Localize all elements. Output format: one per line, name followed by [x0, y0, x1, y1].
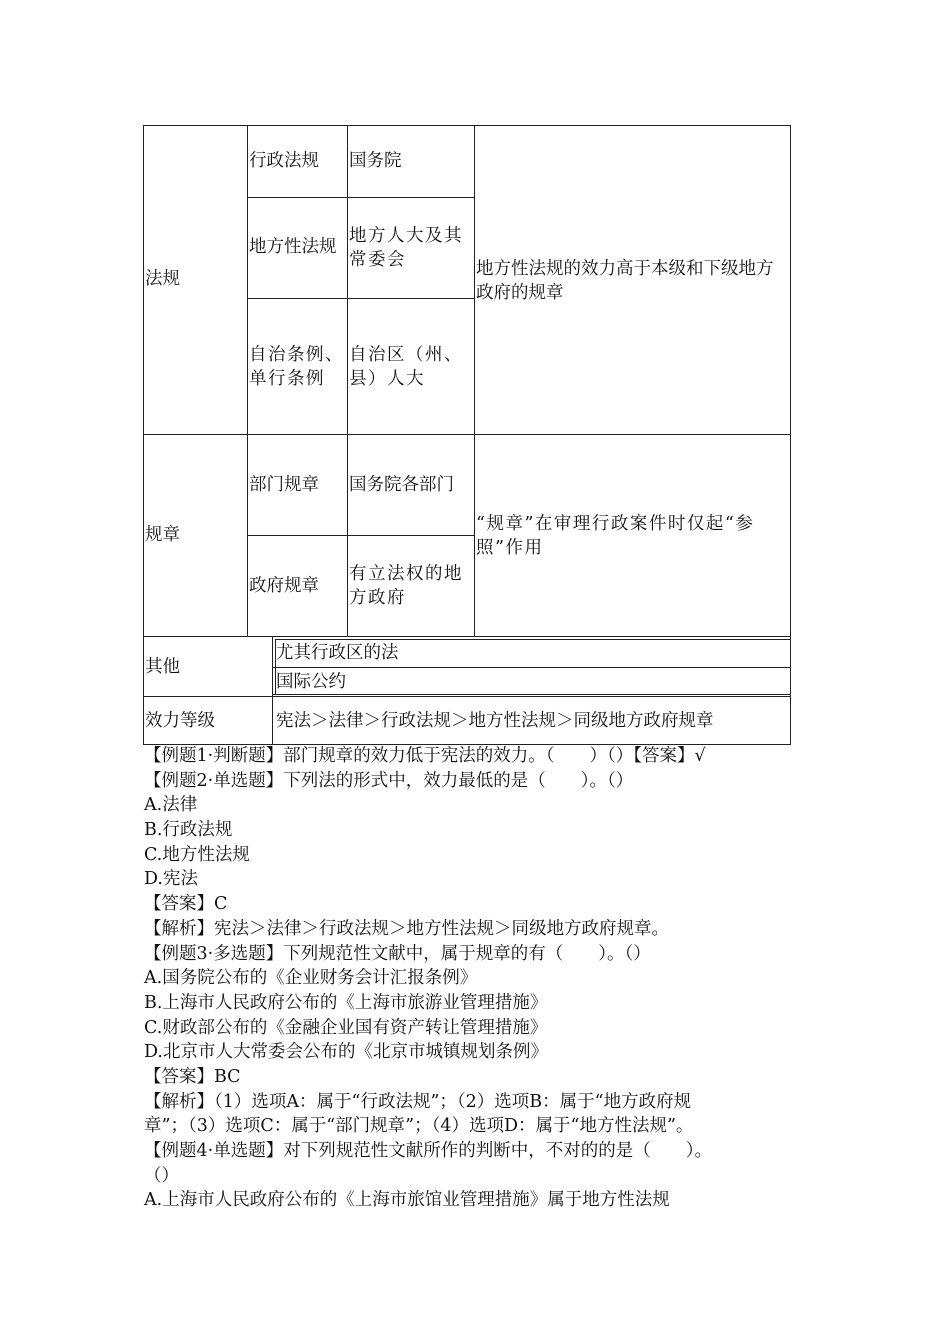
fagui-type-1: 行政法规: [249, 151, 319, 171]
fagui-type-2: 地方性法规: [249, 237, 337, 257]
text-line: D.北京市人大常委会公布的《北京市城镇规划条例》: [144, 1042, 548, 1063]
text-line: C.财政部公布的《金融企业国有资产转让管理措施》: [144, 1017, 548, 1038]
fagui-label: 法规: [145, 269, 180, 289]
text-line: 【答案】BC: [144, 1066, 241, 1087]
guizhang-label: 规章: [145, 525, 180, 545]
text-line: 【解析】宪法＞法律＞行政法规＞地方性法规＞同级地方政府规章。: [144, 918, 669, 939]
qita-label: 其他: [145, 657, 180, 677]
text-line: A.国务院公布的《企业财务会计汇报条例》: [144, 968, 478, 989]
guizhang-type-1: 部门规章: [249, 475, 319, 495]
text-line: A.法律: [144, 795, 198, 816]
fagui-organ-3: 自治区（州、县）人大: [349, 345, 463, 389]
text-line: 【解析】（1）选项A：属于“行政法规”；（2）选项B：属于“地方政府规: [144, 1091, 692, 1112]
xiaoli-label: 效力等级: [145, 711, 215, 731]
text-line: 【例题3·多选题】下列规范性文献中，属于规章的有（ ）。（）: [144, 943, 651, 964]
guizhang-organ-1: 国务院各部门: [349, 475, 454, 495]
xiaoli-value: 宪法＞法律＞行政法规＞地方性法规＞同级地方政府规章: [276, 711, 714, 731]
text-line: 【例题2·单选题】下列法的形式中，效力最低的是（ ）。（）: [144, 770, 634, 791]
text-line: C.地方性法规: [144, 844, 250, 865]
fagui-organ-2: 地方人大及其常委会: [349, 226, 463, 270]
text-line: D.宪法: [144, 869, 198, 890]
fagui-type-3: 自治条例、单行条例: [249, 345, 344, 389]
text-line: 【例题1·判断题】部门规章的效力低于宪法的效力。（ ）（）【答案】√: [144, 746, 706, 766]
qita-item-2: 国际公约: [276, 672, 346, 692]
guizhang-note: “规章”在审理行政案件时仅起“参照”作用: [476, 514, 755, 558]
text-line: B.上海市人民政府公布的《上海市旅游业管理措施》: [144, 992, 548, 1013]
guizhang-type-2: 政府规章: [249, 576, 319, 596]
text-line: 【答案】C: [144, 894, 228, 915]
text-line: （）: [144, 1165, 179, 1186]
text-line: 章”；（3）选项C：属于“部门规章”；（4）选项D：属于“地方性法规”。: [144, 1116, 694, 1137]
text-line: 【例题4·单选题】对下列规范性文献所作的判断中，不对的的是（ ）。: [144, 1141, 712, 1161]
text-line: B.行政法规: [144, 820, 233, 841]
fagui-note: 地方性法规的效力高于本级和下级地方政府的规章: [476, 259, 774, 303]
qita-item-1: 尤其行政区的法: [276, 643, 399, 663]
question-text: [144, 744, 804, 1213]
guizhang-organ-2: 有立法权的地方政府: [349, 564, 463, 608]
text-line: A.上海市人民政府公布的《上海市旅馆业管理措施》属于地方性法规: [144, 1190, 670, 1211]
fagui-organ-1: 国务院: [349, 151, 402, 171]
